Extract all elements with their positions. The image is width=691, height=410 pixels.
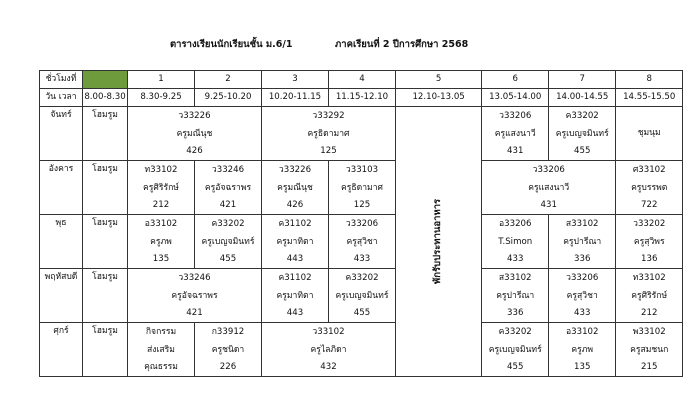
subject-code: อ33102	[565, 327, 599, 337]
teacher-name: ครูมณีนุช	[176, 128, 213, 139]
subject-code: ส33102	[498, 273, 532, 283]
class-cell	[128, 107, 262, 161]
day-name: ศุกร์	[40, 323, 83, 377]
class-cell	[616, 161, 683, 215]
room-number: 421	[219, 200, 237, 211]
subject-code: ว33246	[211, 165, 245, 175]
day-row-friday	[40, 323, 683, 377]
teacher-name: ครูภพ	[571, 344, 594, 355]
subject-code: ว33292	[312, 111, 345, 121]
room-number: 135	[574, 362, 591, 373]
day-name: จันทร์	[40, 107, 83, 161]
room-number: 722	[641, 200, 658, 211]
class-cell	[128, 215, 195, 269]
subject-code: ว33202	[633, 219, 666, 229]
teacher-name: ครูปารีณา	[496, 290, 535, 301]
activity-line: คุณธรรม	[144, 362, 178, 373]
room-number: 432	[320, 362, 337, 373]
teacher-name: ครูธิดามาศ	[307, 128, 350, 139]
subject-code: ค31102	[278, 219, 312, 229]
period-number: 8	[616, 71, 683, 89]
title-semester: ภาคเรียนที่ 2 ปีการศึกษา 2568	[335, 39, 469, 50]
teacher-name: ครูบรรพต	[631, 182, 668, 193]
day-row-thursday	[40, 269, 683, 323]
room-number: 426	[186, 146, 203, 157]
room-number: 135	[152, 254, 170, 265]
activity-cell	[128, 323, 195, 377]
subject-code: ว33206	[566, 273, 599, 283]
class-cell	[482, 215, 549, 269]
class-cell	[262, 323, 396, 377]
room-number: 215	[641, 362, 658, 373]
subject-code: ว33206	[499, 111, 532, 121]
teacher-name: ครูมณีนุช	[277, 182, 313, 193]
subject-code: ว33226	[278, 165, 312, 175]
lunch-break-label: พักรับประทานอาหาร	[432, 198, 444, 285]
period-number: 5	[396, 71, 482, 89]
subject-code: อ33102	[144, 219, 178, 229]
homeroom-cell: โฮมรูม	[83, 161, 128, 215]
homeroom-cell: โฮมรูม	[83, 215, 128, 269]
room-number: 433	[574, 308, 591, 319]
room-number: 336	[507, 308, 524, 319]
class-cell	[482, 161, 616, 215]
day-row-wednesday	[40, 215, 683, 269]
subject-code: ค33202	[345, 273, 379, 283]
teacher-name: ครูภพ	[150, 236, 172, 247]
period-number: 6	[482, 71, 549, 89]
room-number: 455	[353, 308, 371, 319]
teacher-name: ครูมาทิตา	[276, 236, 314, 247]
class-cell	[329, 161, 396, 215]
room-number: 421	[186, 308, 203, 319]
period-number: 3	[262, 71, 329, 89]
subject-code: ค33202	[211, 219, 245, 229]
class-cell	[262, 215, 329, 269]
teacher-name: ครูสุวิชา	[346, 236, 378, 247]
room-number: 212	[641, 308, 658, 319]
class-cell	[128, 269, 262, 323]
teacher-name: ครูเบญจมินทร์	[335, 290, 389, 301]
period-time: 8.30-9.25	[128, 89, 195, 107]
day-name: อังคาร	[40, 161, 83, 215]
subject-code: ค31102	[278, 273, 312, 283]
day-row-monday	[40, 107, 683, 161]
class-cell	[262, 161, 329, 215]
room-number: 136	[641, 254, 658, 265]
activity-line: ส่งเสริม	[147, 344, 175, 355]
teacher-name: ครูเบญจมินทร์	[488, 344, 542, 355]
corner-day-time-label: วัน เวลา	[40, 89, 83, 107]
room-number: 431	[507, 146, 524, 157]
teacher-name: ครูเบญจมินทร์	[555, 128, 609, 139]
period-number: 2	[195, 71, 262, 89]
lunch-break-cell	[396, 107, 482, 377]
period-time: 13.05-14.00	[482, 89, 549, 107]
subject-code: ว33103	[345, 165, 379, 175]
room-number: 455	[574, 146, 591, 157]
period-number: 1	[128, 71, 195, 89]
subject-code: ศ33102	[632, 165, 666, 175]
period-time: 14.55-15.50	[616, 89, 683, 107]
subject-code: ว33206	[345, 219, 379, 229]
class-cell	[549, 107, 616, 161]
subject-code: พ33102	[632, 327, 666, 337]
class-cell	[549, 215, 616, 269]
class-cell	[262, 107, 396, 161]
class-cell	[616, 269, 683, 323]
teacher-name: ครูสุวิชา	[566, 290, 598, 301]
class-cell	[549, 323, 616, 377]
teacher-name: ครูมาทิตา	[276, 290, 314, 301]
subject-code: อ33206	[498, 219, 532, 229]
period-time-row	[40, 89, 683, 107]
period-time: 9.25-10.20	[195, 89, 262, 107]
teacher-name: ครูสมชนก	[630, 344, 669, 355]
period-time: 10.20-11.15	[262, 89, 329, 107]
homeroom-cell: โฮมรูม	[83, 269, 128, 323]
room-number: 433	[507, 254, 524, 265]
room-number: 455	[507, 362, 524, 373]
subject-code: ค33202	[498, 327, 532, 337]
subject-code: ท33102	[144, 165, 178, 175]
teacher-name: ครูศิริรักษ์	[631, 290, 668, 301]
teacher-name: ครูปารีณา	[563, 236, 602, 247]
teacher-name: ครูแสงนาวี	[494, 128, 536, 139]
room-number: 125	[353, 200, 371, 211]
class-cell	[549, 269, 616, 323]
teacher-name: ครูอัจฉราพร	[171, 290, 218, 301]
teacher-name: ครูธิดามาศ	[341, 182, 383, 193]
room-number: 443	[286, 254, 304, 265]
day-row-tuesday	[40, 161, 683, 215]
room-number: 455	[219, 254, 237, 265]
room-number: 431	[540, 200, 557, 211]
period-time: 12.10-13.05	[396, 89, 482, 107]
homeroom-cell: โฮมรูม	[83, 107, 128, 161]
homeroom-green-cell	[83, 71, 128, 89]
timetable	[39, 70, 683, 377]
teacher-name: T.Simon	[498, 236, 533, 247]
room-number: 426	[286, 200, 304, 211]
period-number-row	[40, 71, 683, 89]
room-number: 226	[219, 362, 237, 373]
subject-code: ก33912	[211, 327, 245, 337]
period-number: 7	[549, 71, 616, 89]
subject-code: ว33226	[178, 111, 211, 121]
class-cell	[482, 323, 549, 377]
title-class: ตารางเรียนนักเรียนชั้น ม.6/1	[170, 39, 293, 50]
homeroom-cell: โฮมรูม	[83, 323, 128, 377]
class-cell	[482, 269, 549, 323]
class-cell	[616, 215, 683, 269]
room-number: 125	[320, 146, 337, 157]
class-cell	[329, 269, 396, 323]
period-number: 4	[329, 71, 396, 89]
period-time: 14.00-14.55	[549, 89, 616, 107]
teacher-name: ครูแสงนาวี	[528, 182, 570, 193]
teacher-name: ครูไลภิดา	[310, 344, 347, 355]
teacher-name: ครูสุวิพร	[633, 236, 665, 247]
room-number: 212	[152, 200, 170, 211]
teacher-name: ครูอัจฉราพร	[204, 182, 252, 193]
subject-code: ว33102	[312, 327, 345, 337]
class-cell	[616, 323, 683, 377]
subject-code: ค33202	[565, 111, 599, 121]
teacher-name: ครูชนิดา	[211, 344, 245, 355]
class-cell	[195, 161, 262, 215]
corner-period-label: ชั่วโมงที่	[40, 71, 83, 89]
subject-code: ท33102	[632, 273, 666, 283]
class-cell	[195, 215, 262, 269]
class-cell	[482, 107, 549, 161]
homeroom-time: 8.00-8.30	[83, 89, 128, 107]
day-name: พุธ	[40, 215, 83, 269]
club-cell: ชุมนุม	[616, 107, 683, 161]
teacher-name: ครูเบญจมินทร์	[201, 236, 255, 247]
class-cell	[262, 269, 329, 323]
room-number: 336	[574, 254, 591, 265]
class-cell	[195, 323, 262, 377]
subject-code: ว33246	[178, 273, 211, 283]
room-number: 433	[353, 254, 371, 265]
period-time: 11.15-12.10	[329, 89, 396, 107]
teacher-name: ครูศิริรักษ์	[143, 182, 179, 193]
subject-code: ว33206	[532, 165, 565, 175]
subject-code: ส33102	[565, 219, 599, 229]
class-cell	[128, 161, 195, 215]
class-cell	[329, 215, 396, 269]
day-name: พฤหัสบดี	[40, 269, 83, 323]
room-number: 443	[286, 308, 304, 319]
activity-line: กิจกรรม	[145, 327, 177, 337]
